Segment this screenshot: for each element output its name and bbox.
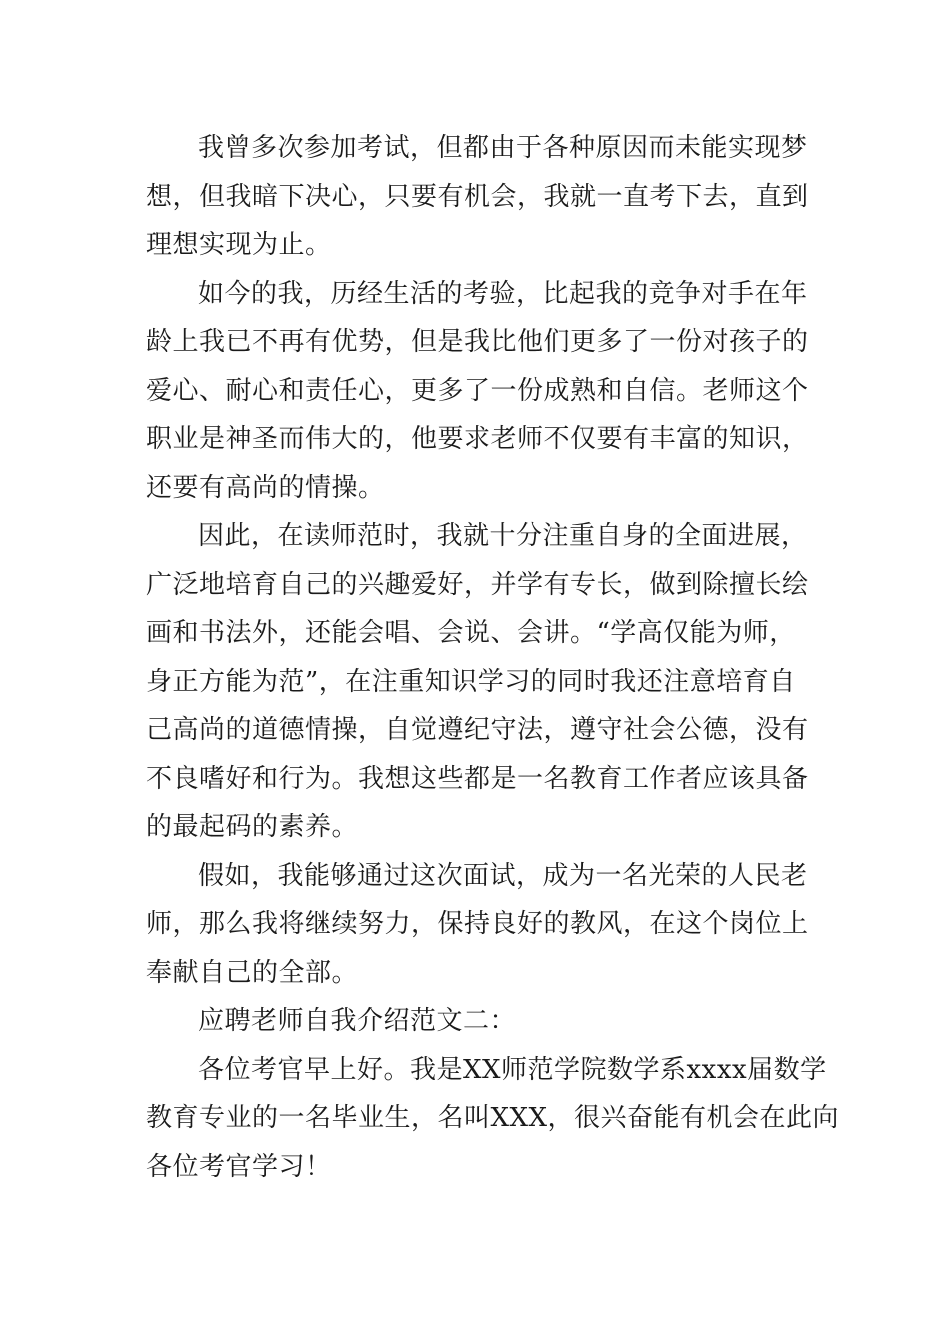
- document-body: [146, 124, 840, 1191]
- text-line: 因此，在读师范时，我就十分注重自身的全面进展，: [198, 521, 808, 551]
- paragraph-6: [146, 1046, 840, 1192]
- text-line: 教育专业的一名毕业生，名叫XXX，很兴奋能有机会在此向: [146, 1103, 840, 1133]
- text-line: 假如，我能够通过这次面试，成为一名光荣的人民老: [198, 860, 808, 891]
- paragraph-3: [146, 512, 808, 852]
- text-line: 各位考官早上好。我是XX师范学院数学系xxxx届数学: [198, 1054, 827, 1085]
- text-line: 还要有高尚的情操。: [146, 472, 385, 503]
- text-line: 奉献自己的全部。: [146, 957, 359, 988]
- section-heading: [146, 997, 808, 1046]
- paragraph-4: [146, 852, 808, 998]
- text-line: 理想实现为止。: [146, 230, 332, 260]
- text-line: 各位考官学习！: [146, 1151, 332, 1182]
- text-line: 己高尚的道德情操，自觉遵纪守法，遵守社会公德，没有: [146, 715, 809, 745]
- paragraph-1: [146, 124, 808, 270]
- text-line: 我曾多次参加考试，但都由于各种原因而未能实现梦: [198, 133, 808, 163]
- text-line: 身正方能为范”，在注重知识学习的同时我还注意培育自: [146, 666, 796, 697]
- text-line: 广泛地培育自己的兴趣爱好，并学有专长，做到除擅长绘: [146, 569, 809, 600]
- text-line: 如今的我，历经生活的考验，比起我的竞争对手在年: [198, 278, 808, 309]
- text-line: 龄上我已不再有优势，但是我比他们更多了一份对孩子的: [146, 327, 809, 357]
- text-line: 想，但我暗下决心，只要有机会，我就一直考下去，直到: [146, 181, 809, 212]
- paragraph-2: [146, 270, 808, 513]
- text-line: 不良嗜好和行为。我想这些都是一名教育工作者应该具备: [146, 763, 809, 794]
- text-line: 师，那么我将继续努力，保持良好的教风，在这个岗位上: [146, 909, 809, 939]
- text-line: 应聘老师自我介绍范文二：: [198, 1006, 517, 1036]
- text-line: 画和书法外，还能会唱、会说、会讲。“学高仅能为师，: [146, 618, 796, 648]
- text-line: 的最起码的素养。: [146, 812, 359, 842]
- text-line: 爱心、耐心和责任心，更多了一份成熟和自信。老师这个: [146, 375, 809, 406]
- text-line: 职业是神圣而伟大的，他要求老师不仅要有丰富的知识，: [146, 424, 809, 454]
